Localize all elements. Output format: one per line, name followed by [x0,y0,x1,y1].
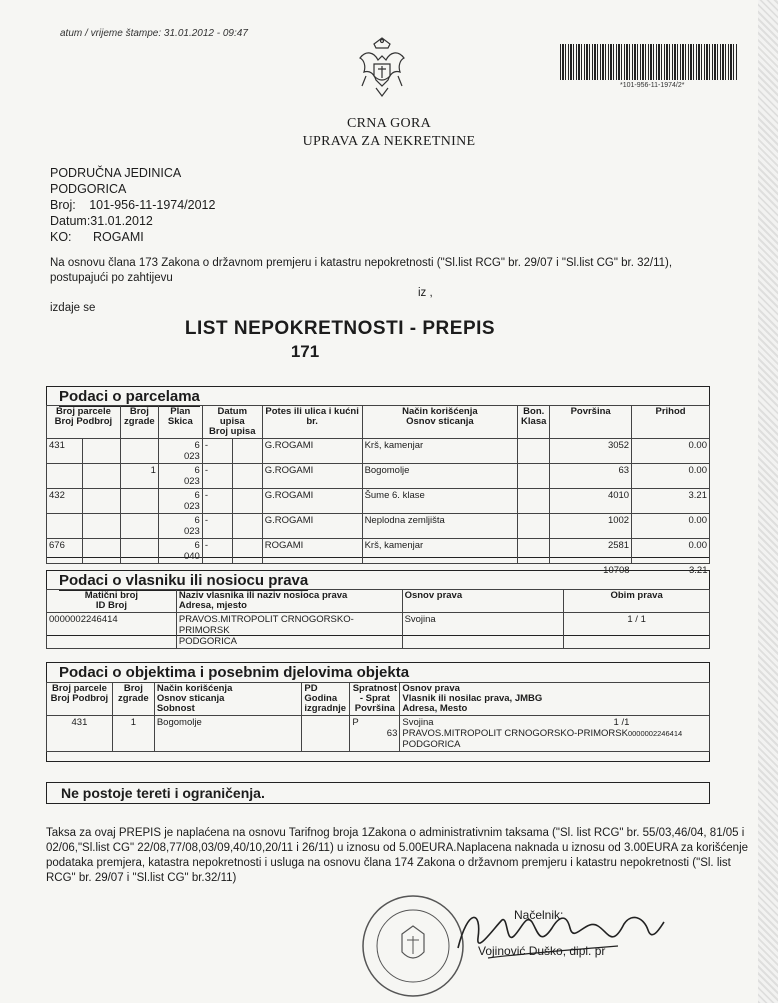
owners-title: Podaci o vlasniku ili nosiocu prava [59,572,309,589]
cell-nacin: Neplodna zemljišta [362,514,518,539]
cell-broj: 676 [47,539,83,564]
cell-zgrada: 1 [120,464,158,489]
cell-zgrada [120,539,158,564]
cell-zgrada [120,489,158,514]
cell-plan-skica: 6 023 [158,514,202,539]
table-row [47,439,710,464]
cell-prihod: 3.21 [632,489,710,514]
cell-prihod: 0.00 [632,464,710,489]
header-broj-parcele: Broj parcele Broj Podbroj [47,406,121,439]
document-title: LIST NEPOKRETNOSTI - PREPIS [184,318,496,339]
cell-datum: - [202,439,232,464]
signatory-role: Načelnik: [514,908,564,922]
header-obj-nacin: Način korišćenja Osnov sticanja Sobnost [154,683,302,716]
cell-povrsina: 63 [550,464,632,489]
total-povrsina: 10708 [603,565,630,576]
cell-broj: 432 [47,489,83,514]
cell-broj: 431 [47,439,83,464]
intro-izdaje: izdaje se [50,302,96,314]
cell-zgrada [120,514,158,539]
cell-nacin: Krš, kamenjar [362,539,518,564]
cell-broj [47,464,83,489]
country-name: CRNA GORA [347,116,431,131]
broj-value: 101-956-11-1974/2012 [89,198,216,212]
table-row [47,716,710,752]
cell-broj [47,514,83,539]
unit-line1: PODRUČNA JEDINICA [50,166,182,180]
encumbrances-text: Ne postoje tereti i ograničenja. [61,785,265,801]
print-date: atum / vrijeme štampe: 31.01.2012 - 09:47 [60,28,248,39]
cell-povrsina: 2581 [550,539,632,564]
unit-line2: PODGORICA [50,182,127,196]
header-obj-pd: PD Godina izgradnje [302,683,350,716]
cell-podbroj [82,439,120,464]
cell-potes: G.ROGAMI [262,489,362,514]
intro-iz: iz , [418,287,433,299]
header-obj-parcela: Broj parcele Broj Podbroj [47,683,113,716]
cell-plan-skica: 6 023 [158,464,202,489]
header-obim-prava: Obim prava [564,590,710,613]
agency-name: UPRAVA ZA NEKRETNINE [302,134,476,149]
table-row [47,539,710,564]
cell-nacin: Krš, kamenjar [362,439,518,464]
cell-datum: - [202,539,232,564]
header-bon-klasa: Bon. Klasa [518,406,550,439]
cell-klasa [518,489,550,514]
cell-naziv: PRAVOS.MITROPOLIT CRNOGORSKO-PRIMORSK PODGORICA [176,613,402,649]
ko-value: ROGAMI [93,230,144,244]
cell-broj-upisa [232,514,262,539]
header-maticni: Matični broj ID Broj [47,590,177,613]
fee-paragraph: Taksa za ovaj PREPIS je naplaćena na osnovu Tarifnog broja 1Zakona o administrativnim taksama ("Sl. list RCG" br. 55/03,46/04, 81/05 i 02/06,"Sl.list CG" 22/08,77/08,03/09,40/10,20/11 i 26/11) u iznosu od 5.00EURA.Naplacena naknada u iznosu od 3.00EURA za korišćenje podataka premjera, katastra nepokretnosti i usluga na osnovu člana 174 Zakona o državnom premjeru i katastru nepokretnosti ("Sl. list RCG" br. 29/07 i "Sl.list CG" br.32/11) [46,827,749,884]
cell-potes: G.ROGAMI [262,439,362,464]
header-povrsina: Površina [550,406,632,439]
cell-obj-spratnost: P 63 [350,716,400,752]
cell-klasa [518,539,550,564]
cell-prihod: 0.00 [632,439,710,464]
cell-obj-osnov: Svojina 1 /1 PRAVOS.MITROPOLIT CRNOGORSKO-PRIMORSK0000002246414 PODGORICA [400,716,710,752]
table-row [47,464,710,489]
coat-of-arms-icon [352,36,412,100]
cell-zgrada [120,439,158,464]
header-osnov-prava: Osnov prava [402,590,564,613]
parcels-title: Podaci o parcelama [59,388,200,405]
cell-povrsina: 4010 [550,489,632,514]
owners-table [46,589,710,649]
cell-obim: 1 / 1 [564,613,710,649]
cell-plan-skica: 6 040 [158,539,202,564]
objects-table [46,682,710,752]
cell-obj-zgrada: 1 [112,716,154,752]
cell-potes: ROGAMI [262,539,362,564]
owners-header-row [47,590,710,613]
table-row [47,514,710,539]
cell-nacin: Šume 6. klase [362,489,518,514]
cell-broj-upisa [232,439,262,464]
header-datum-upisa: Datum upisa Broj upisa [202,406,262,439]
header-potes: Potes ili ulica i kućni br. [262,406,362,439]
cell-obj-parcela: 431 [47,716,113,752]
cell-klasa [518,514,550,539]
total-prihod: 3.21 [689,565,708,576]
header-obj-spratnost: Spratnost - Sprat Površina [350,683,400,716]
datum-value: 31.01.2012 [90,214,153,228]
cell-broj-upisa [232,539,262,564]
cell-povrsina: 1002 [550,514,632,539]
cell-datum: - [202,489,232,514]
cell-podbroj [82,539,120,564]
barcode [560,44,738,80]
cell-potes: G.ROGAMI [262,514,362,539]
cell-klasa [518,439,550,464]
cell-podbroj [82,489,120,514]
document-number: 171 [290,342,320,361]
cell-plan-skica: 6 023 [158,439,202,464]
cell-obj-nacin: Bogomolje [154,716,302,752]
cell-obj-pd [302,716,350,752]
broj-row [50,197,215,213]
cell-broj-upisa [232,489,262,514]
cell-maticni: 0000002246414 [47,613,177,649]
cell-povrsina: 3052 [550,439,632,464]
parcels-header-row [47,406,710,439]
cell-prihod: 0.00 [632,514,710,539]
header-obj-zgrada: Broj zgrade [112,683,154,716]
ko-row [50,229,215,245]
datum-label: Datum: [50,214,91,228]
table-row [47,613,710,649]
cell-potes: G.ROGAMI [262,464,362,489]
broj-label: Broj: [50,198,76,212]
intro-paragraph: Na osnovu člana 173 Zakona o državnom premjeru i katastru nepokretnosti ("Sl.list RCG" br. 29/07 i "Sl.list CG" br. 32/11), postupajući po zahtijevu [50,257,673,284]
header-naziv: Naziv vlasnika ili naziv nosioca prava Adresa, mjesto [176,590,402,613]
cell-klasa [518,464,550,489]
signatory-name: Vojinović Duško, dipl. pr [478,944,606,958]
objects-header-row [47,683,710,716]
cell-podbroj [82,514,120,539]
cell-nacin: Bogomolje [362,464,518,489]
cell-datum: - [202,514,232,539]
table-row [47,489,710,514]
cell-broj-upisa [232,464,262,489]
cell-podbroj [82,464,120,489]
objects-title: Podaci o objektima i posebnim djelovima objekta [59,664,410,681]
datum-row [50,213,215,229]
parcels-table [46,405,710,577]
barcode-number: *101-956-11-1974/2* [620,82,685,89]
document-meta [50,165,215,245]
header-broj-zgrade: Broj zgrade [120,406,158,439]
cell-datum: - [202,464,232,489]
header-nacin: Način korišćenja Osnov sticanja [362,406,518,439]
cell-plan-skica: 6 023 [158,489,202,514]
cell-osnov: Svojina [402,613,564,649]
cell-prihod: 0.00 [632,539,710,564]
header-plan-skica: Plan Skica [158,406,202,439]
encumbrances-box [46,782,710,804]
header-prihod: Prihod [632,406,710,439]
ko-label: KO: [50,230,72,244]
scan-edge-shadow [758,0,778,1003]
header-obj-osnov-prava: Osnov prava Vlasnik ili nosilac prava, JMBG Adresa, Mesto [400,683,710,716]
